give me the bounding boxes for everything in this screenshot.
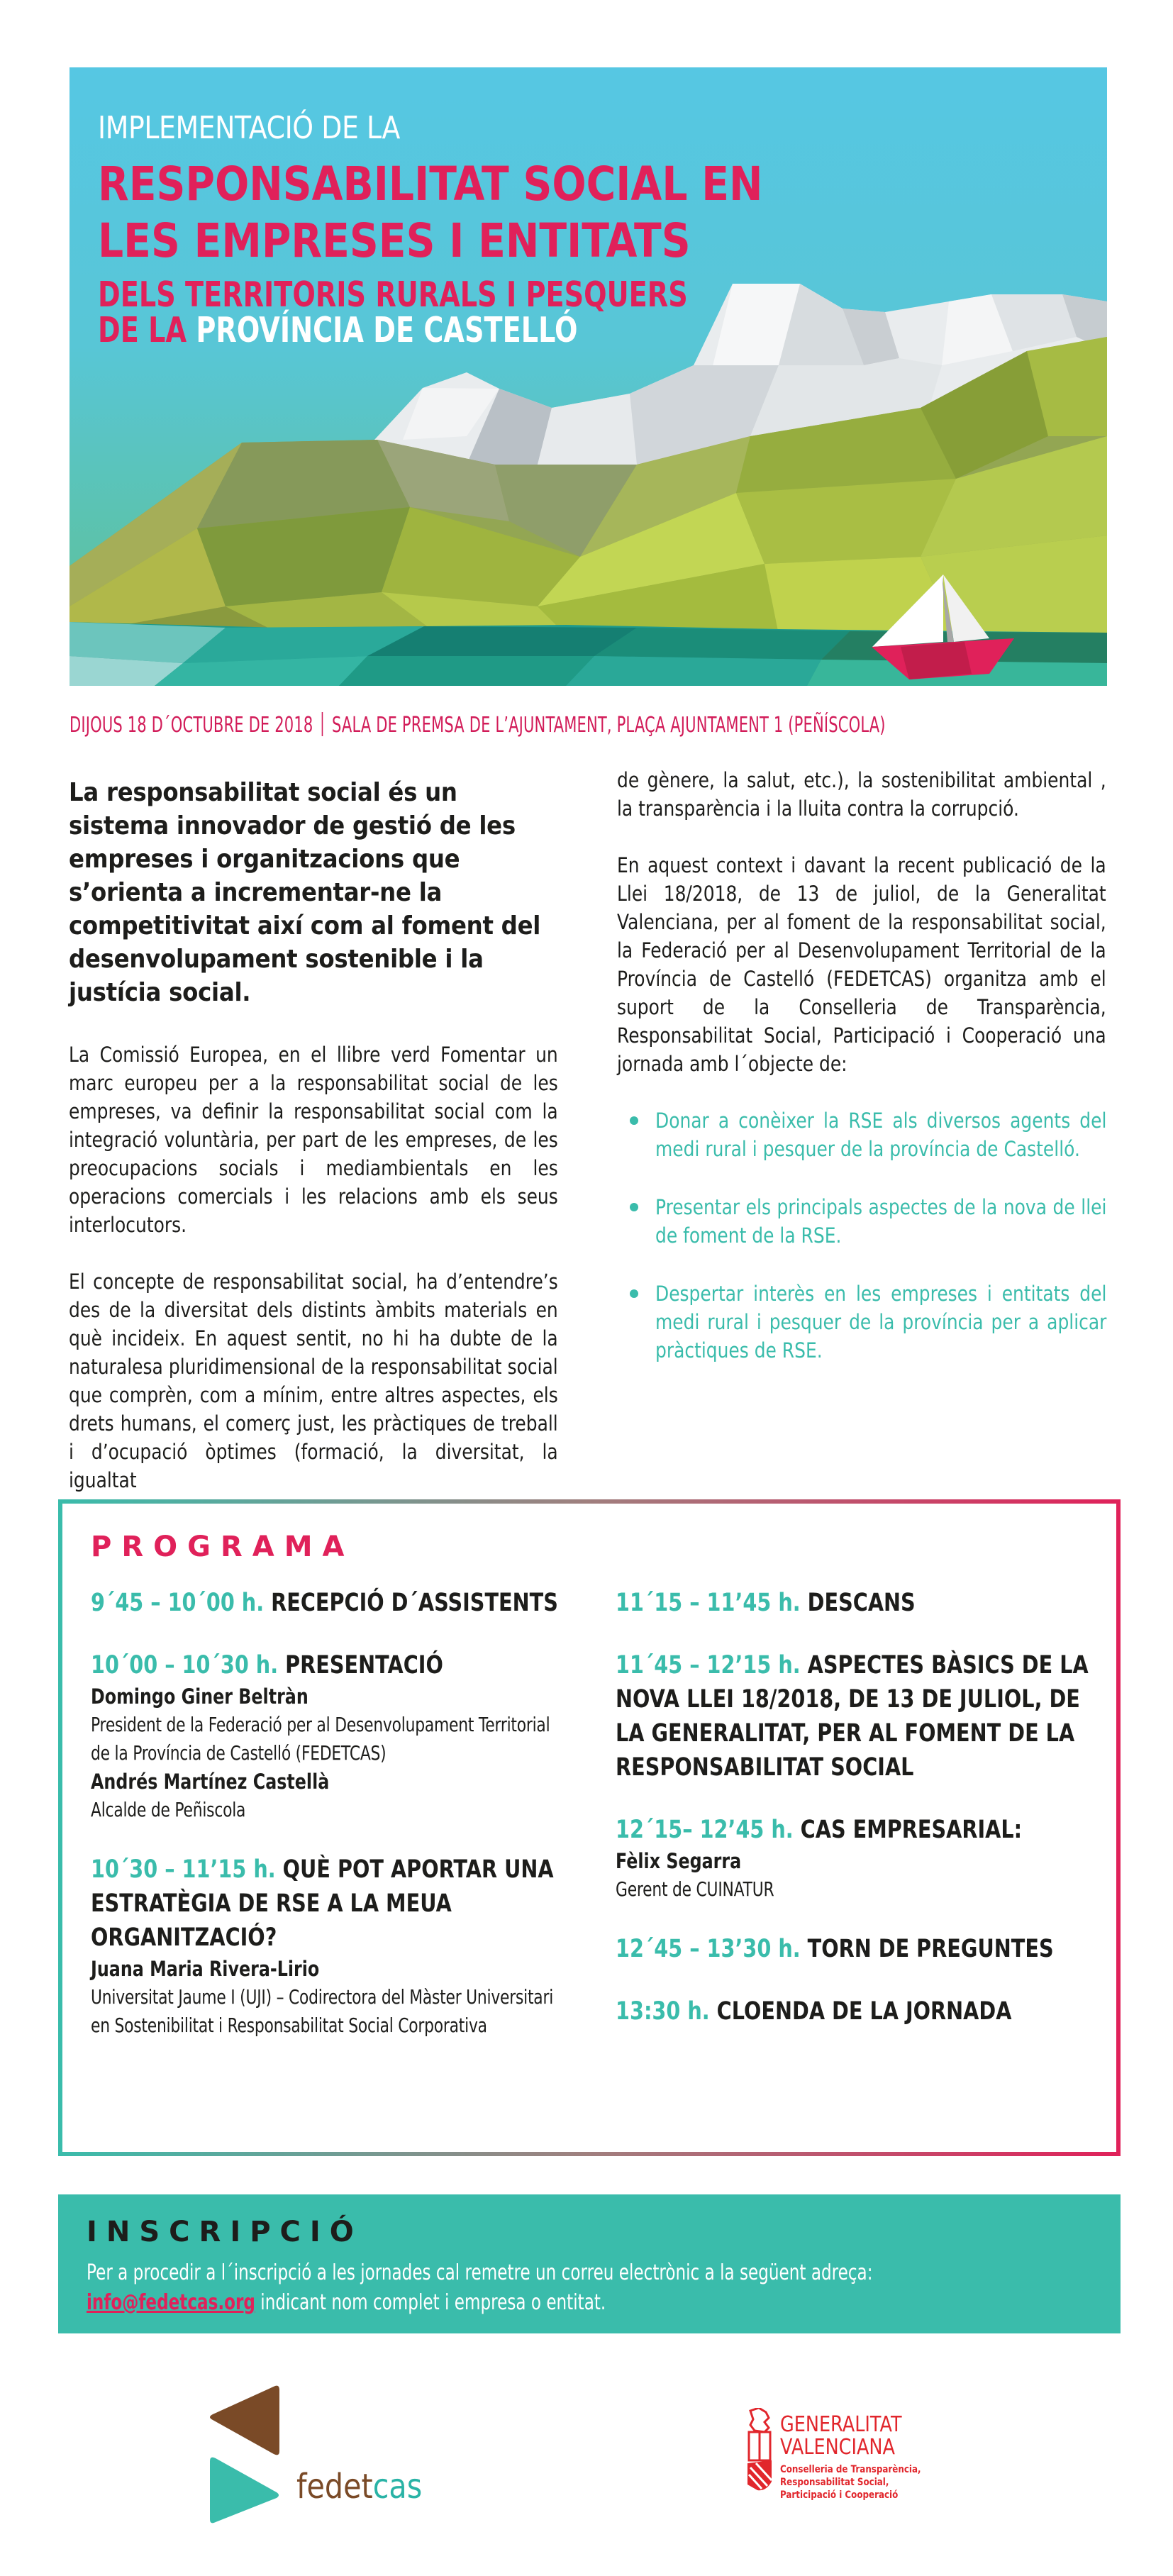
- gva-coat-of-arms-icon: [745, 2408, 774, 2493]
- objective-item: [617, 1106, 1106, 1163]
- body-paragraph: El concepte de responsabilitat social, ha d’entendre’s des de la diversitat dels distints àmbits materials en què incideix. En aquest sentit, no hi ha dubte de la naturalesa pluridimensional de la responsabilitat social que comprèn, com a mínim, entre altres aspectes, els drets humans, el comerç just, les pràctiques de treball i d’ocupació òptimes (formació, la diversitat, la igualtat: [69, 1270, 558, 1492]
- slot-time: 10´00 – 10´30 h.: [91, 1651, 279, 1680]
- programme-box: [58, 1499, 1121, 2156]
- hero-subtitle-line1: DELS TERRITORIS RURALS I PESQUERS: [98, 274, 688, 315]
- objective-text: Despertar interès en les empreses i entitats del medi rural i pesquer de la província per a aplicar pràctiques de RSE.: [655, 1282, 1107, 1362]
- slot-time: 13:30 h.: [616, 1997, 710, 2026]
- slot-title: [616, 1932, 1099, 1966]
- registration-panel: [58, 2194, 1121, 2333]
- slot-activity: ASPECTES BÀSICS DE LA NOVA LLEI 18/2018, DE 13 DE JULIOL, DE LA GENERALITAT, PER AL FOMENT DE LA RESPONSABILITAT SOCIAL: [616, 1651, 1089, 1782]
- wordmark-part: fedet: [296, 2467, 373, 2506]
- slot-title: [616, 1994, 1099, 2028]
- gva-department: [780, 2463, 961, 2502]
- speaker-name: Domingo Giner Beltràn: [91, 1684, 308, 1709]
- programme-left-column: [91, 1586, 573, 2068]
- hero-title-line2: LES EMPRESES I ENTITATS: [98, 213, 691, 268]
- speaker-role: Alcalde de Peñiscola: [91, 1798, 246, 1821]
- slot-activity: RECEPCIÓ D´ASSISTENTS: [271, 1589, 558, 1617]
- hero-banner: [70, 67, 1107, 686]
- bullet-icon: [630, 1116, 638, 1125]
- bullet-icon: [630, 1289, 638, 1298]
- body-paragraph: de gènere, la salut, etc.), la sostenibilitat ambiental , la transparència i la lluita contra la corrupció.: [617, 768, 1106, 821]
- schedule-slot: [91, 1853, 573, 2040]
- gva-dept-line: Conselleria de Transparència,: [780, 2464, 921, 2475]
- fedetcas-mark-icon: [206, 2383, 284, 2525]
- intro-right-column: [617, 766, 1106, 1394]
- schedule-slot: [616, 1932, 1098, 1966]
- slot-time: 12´45 – 13’30 h.: [616, 1935, 801, 1963]
- programme-right-column: [616, 1586, 1098, 2057]
- slot-activity: CAS EMPRESARIAL:: [800, 1816, 1023, 1844]
- slot-activity: DESCANS: [807, 1589, 916, 1617]
- generalitat-valenciana-logo: [745, 2408, 972, 2507]
- speaker-name: Juana Maria Rivera-Lirio: [91, 1957, 320, 1981]
- gva-name-line: GENERALITAT: [780, 2412, 902, 2437]
- event-venue: SALA DE PREMSA DE L’AJUNTAMENT, PLAÇA AJUNTAMENT 1 (PEÑÍSCOLA): [331, 713, 886, 738]
- hero-title-line1: RESPONSABILITAT SOCIAL EN: [98, 157, 763, 211]
- fedetcas-logo: [206, 2383, 461, 2525]
- hero-subtitle-line2: [98, 310, 578, 350]
- objective-text: Presentar els principals aspectes de la nova de llei de foment de la RSE.: [655, 1195, 1107, 1248]
- hero-subtitle-highlight: PROVÍNCIA DE CASTELLÓ: [196, 310, 578, 350]
- registration-instructions: Per a procedir a l´inscripció a les jornades cal remetre un correu electrònic a la següent adreça:: [87, 2260, 873, 2285]
- slot-title: [91, 1853, 574, 1955]
- schedule-slot: [616, 1813, 1098, 1904]
- hero-subtitle-prefix: DE LA: [98, 310, 187, 350]
- slot-title: [91, 1586, 574, 1620]
- objective-text: Donar a conèixer la RSE als diversos agents del medi rural i pesquer de la província de Castelló.: [655, 1109, 1107, 1161]
- registration-email-link[interactable]: info@fedetcas.org: [87, 2290, 255, 2315]
- lead-paragraph: La responsabilitat social és un sistema innovador de gestió de les empreses i organitzacions que s’orienta a incrementar-ne la competitivitat així com al foment del desenvolupament sostenible i la justícia social.: [69, 778, 541, 1007]
- slot-time: 9´45 – 10´00 h.: [91, 1589, 265, 1617]
- event-dateline: [70, 712, 886, 738]
- slot-title: [616, 1648, 1099, 1784]
- slot-title: [616, 1586, 1099, 1620]
- registration-title: INSCRIPCIÓ: [87, 2216, 363, 2248]
- slot-activity: PRESENTACIÓ: [285, 1651, 443, 1680]
- schedule-slot: [91, 1648, 573, 1824]
- schedule-slot: [616, 1994, 1098, 2028]
- bullet-icon: [630, 1203, 638, 1211]
- hero-intro: IMPLEMENTACIÓ DE LA: [98, 110, 401, 146]
- slot-time: 12´15– 12’45 h.: [616, 1816, 794, 1844]
- objective-item: [617, 1279, 1106, 1365]
- slot-title: [616, 1813, 1099, 1847]
- slot-title: [91, 1648, 574, 1682]
- speaker-role: Gerent de CUINATUR: [616, 1877, 774, 1901]
- slot-activity: TORN DE PREGUNTES: [807, 1935, 1054, 1963]
- slot-activity: CLOENDA DE LA JORNADA: [716, 1997, 1012, 2026]
- slot-time: 11´15 – 11’45 h.: [616, 1589, 801, 1617]
- gva-dept-line: Participació i Cooperació: [780, 2489, 899, 2501]
- objective-item: [617, 1193, 1106, 1250]
- speaker-name: Fèlix Segarra: [616, 1849, 742, 1873]
- slot-activity: QUÈ POT APORTAR UNA ESTRATÈGIA DE RSE A LA MEUA ORGANITZACIÓ?: [91, 1855, 554, 1952]
- fedetcas-wordmark: [296, 2467, 422, 2506]
- gva-name: [780, 2414, 902, 2459]
- speaker-name: Andrés Martínez Castellà: [91, 1770, 330, 1794]
- speaker-role: President de la Federació per al Desenvolupament Territorial de la Província de Castelló (FEDETCAS): [91, 1713, 550, 1765]
- registration-instructions-tail: indicant nom complet i empresa o entitat.: [255, 2290, 606, 2315]
- objectives-list: [617, 1106, 1106, 1365]
- body-paragraph: En aquest context i davant la recent publicació de la Llei 18/2018, de 13 de juliol, de la Generalitat Valenciana, per al foment de la responsabilitat social, la Federació per al Desenvolupament Territorial de la Província de Castelló (FEDETCAS) organitza amb el suport de la Conselleria de Transparència, Responsabilitat Social, Participació i Cooperació una jornada amb l´objecte de:: [617, 853, 1106, 1076]
- registration-text: [87, 2258, 1015, 2318]
- programme-inner: [62, 1504, 1116, 2152]
- schedule-slot: [91, 1586, 573, 1620]
- intro-left-column: [69, 766, 558, 1494]
- gva-dept-line: Responsabilitat Social,: [780, 2477, 889, 2488]
- schedule-slot: [616, 1648, 1098, 1784]
- speaker-role: Universitat Jaume I (UJI) – Codirectora del Màster Universitari en Sostenibilitat i Responsabilitat Social Corporativa: [91, 1985, 554, 2037]
- schedule-slot: [616, 1586, 1098, 1620]
- gva-name-line: VALENCIANA: [780, 2435, 895, 2460]
- programme-title: PROGRAMA: [91, 1531, 355, 1563]
- body-paragraph: La Comissió Europea, en el llibre verd Fomentar un marc europeu per a la responsabilitat social de les empreses, va definir la responsabilitat social com la integració voluntària, per part de les empreses, de les preocupacions socials i mediambientals en les operacions comercials i les relacions amb els seus interlocutors.: [69, 1043, 558, 1237]
- separator: [322, 712, 323, 736]
- wordmark-part: cas: [372, 2467, 423, 2506]
- slot-time: 10´30 – 11’15 h.: [91, 1855, 276, 1884]
- slot-time: 11´45 – 12’15 h.: [616, 1651, 801, 1680]
- event-date: DIJOUS 18 D´OCTUBRE DE 2018: [70, 713, 313, 738]
